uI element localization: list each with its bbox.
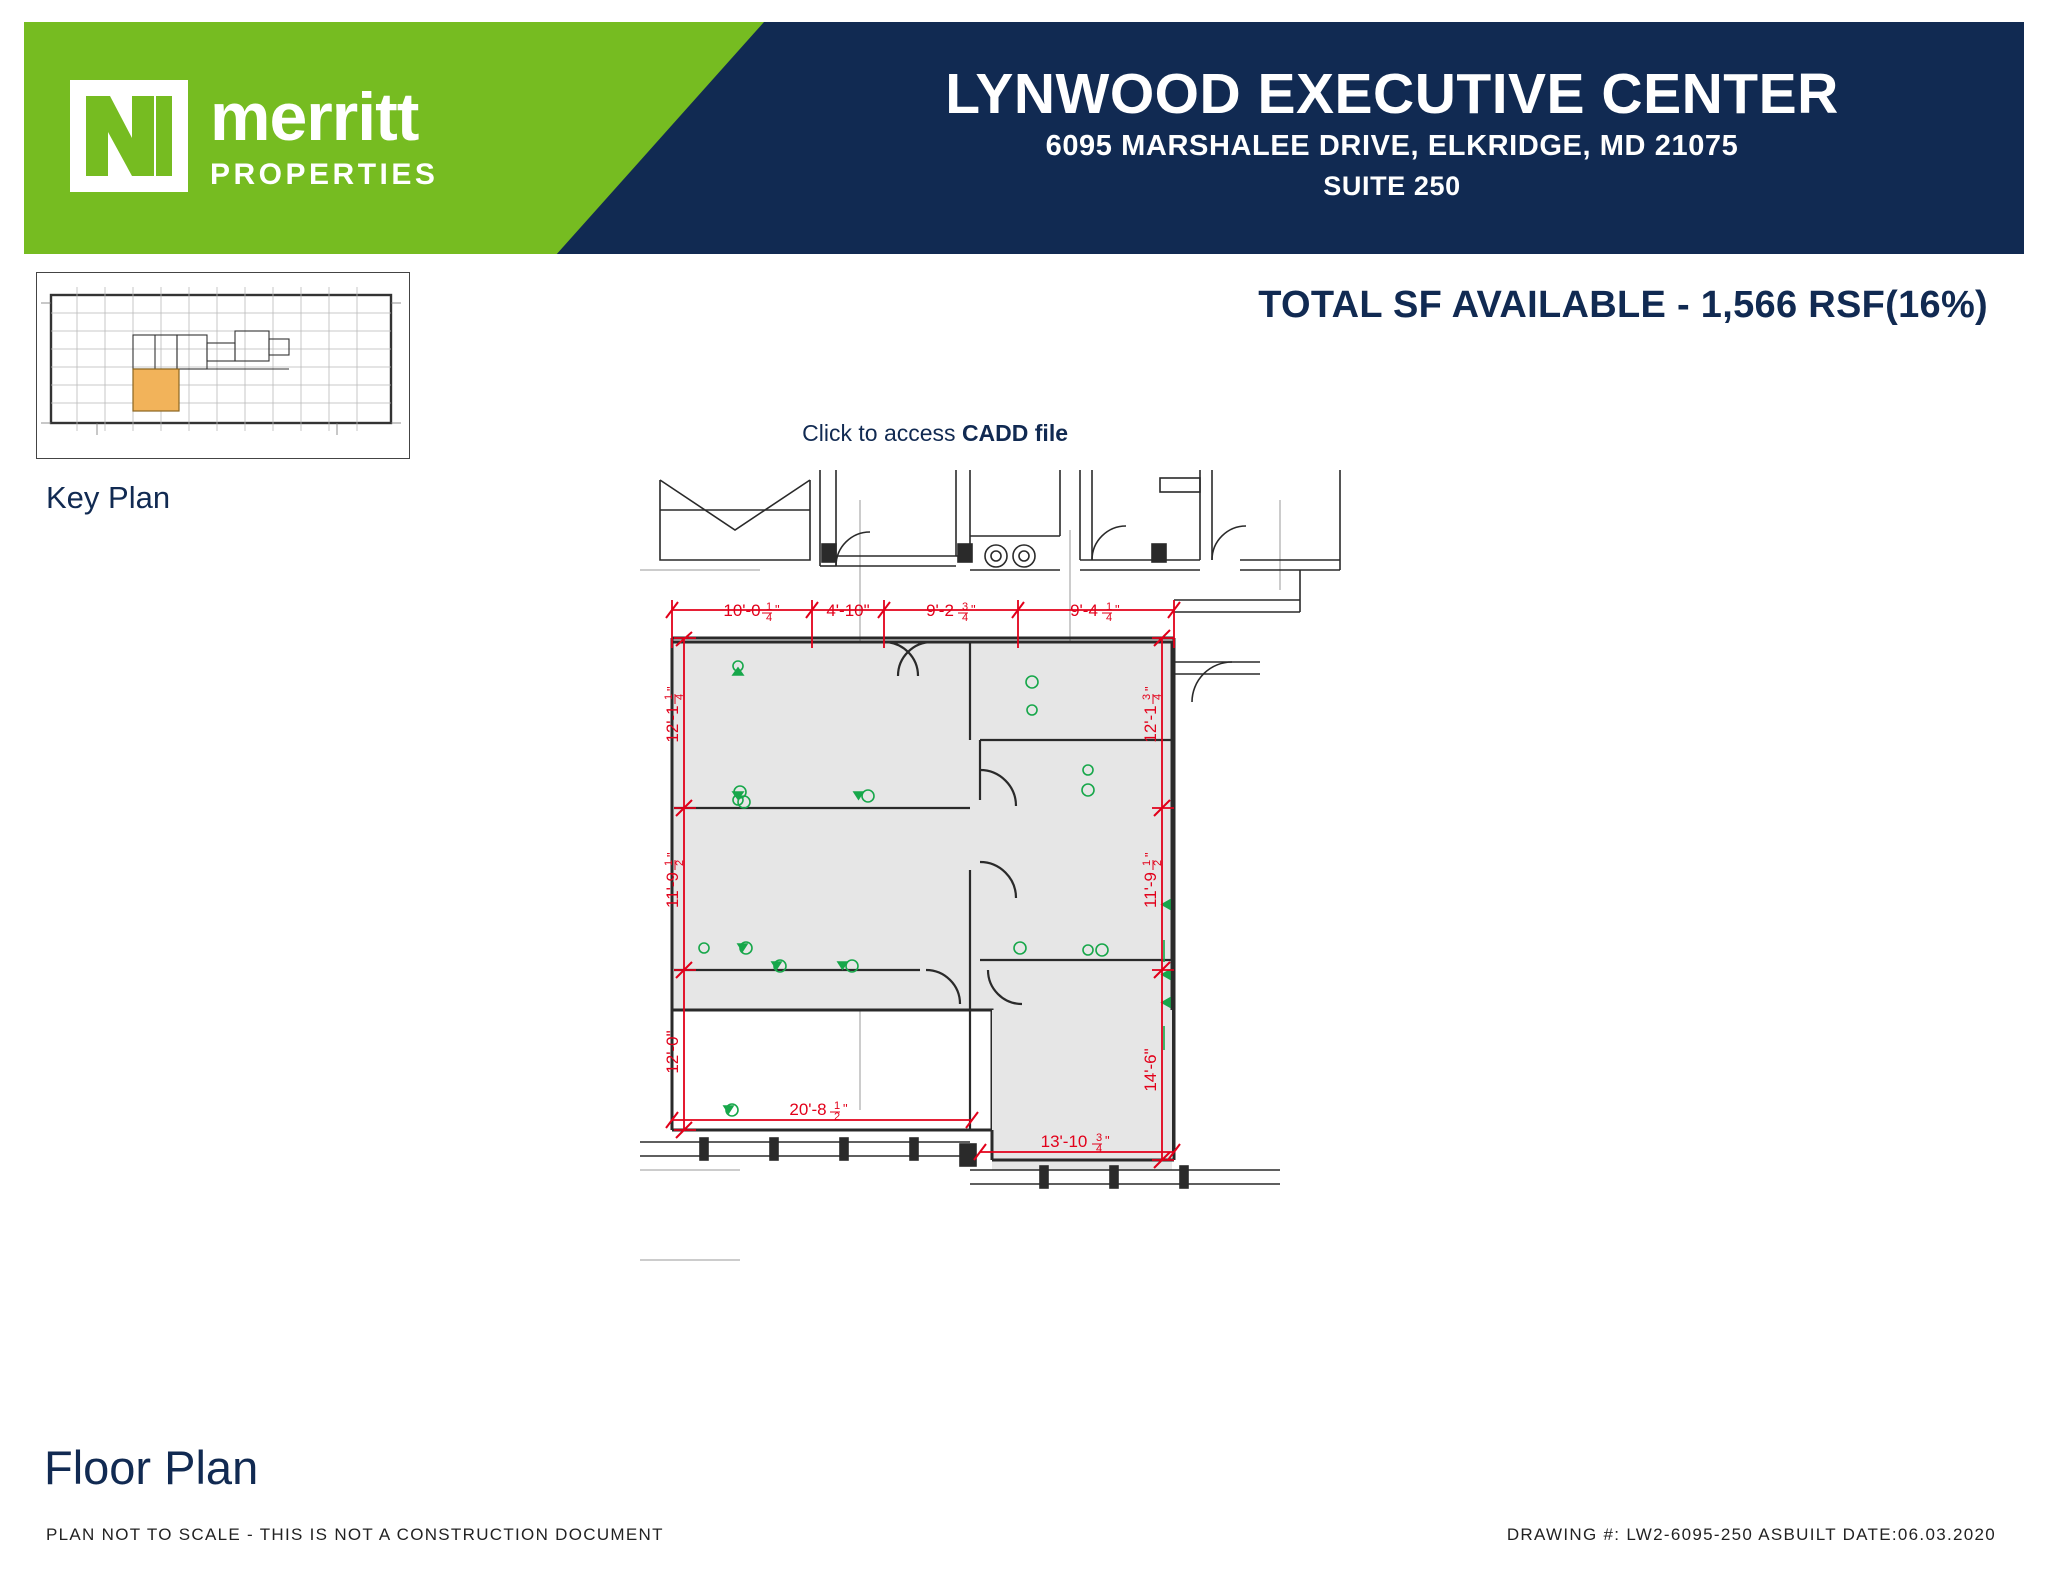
floor-plan-svg	[640, 470, 2030, 1400]
svg-text:": "	[664, 852, 679, 857]
key-plan-drawing	[37, 273, 407, 456]
svg-text:": "	[1142, 686, 1157, 691]
header-title-block	[784, 62, 2000, 202]
svg-text:4: 4	[1152, 693, 1164, 700]
svg-text:": "	[664, 686, 679, 691]
svg-text:1: 1	[663, 859, 675, 866]
merritt-logo-text	[210, 79, 439, 192]
drawing-date: 06.03.2020	[1897, 1525, 1996, 1544]
svg-text:4: 4	[674, 693, 686, 700]
svg-text:1: 1	[834, 1100, 841, 1112]
svg-text:": "	[1105, 1133, 1110, 1148]
svg-text:1: 1	[1106, 601, 1113, 613]
svg-text:2: 2	[674, 859, 686, 866]
dim-left-3	[663, 1030, 682, 1073]
svg-text:3: 3	[962, 601, 969, 613]
merritt-logo	[70, 80, 438, 192]
property-title: LYNWOOD EXECUTIVE CENTER	[945, 62, 1839, 126]
svg-text:12'-1: 12'-1	[663, 705, 682, 743]
svg-text:1: 1	[1141, 859, 1153, 866]
dim-top-1	[723, 601, 780, 624]
svg-text:12'-1: 12'-1	[1141, 705, 1160, 743]
svg-text:9'-2: 9'-2	[926, 601, 954, 620]
key-plan-label: Key Plan	[46, 480, 171, 515]
dim-top-2: 4'-10"	[826, 601, 870, 620]
dim-right-3	[1141, 1048, 1160, 1091]
svg-text:2: 2	[1152, 859, 1164, 866]
svg-text:10'-0: 10'-0	[723, 601, 761, 620]
svg-text:": "	[775, 602, 780, 617]
cadd-file-link[interactable]	[802, 420, 1068, 447]
dim-top-4	[1070, 601, 1120, 624]
svg-text:": "	[1115, 602, 1120, 617]
svg-text:4: 4	[1096, 1143, 1103, 1155]
floor-plan-title: Floor Plan	[44, 1441, 259, 1494]
svg-text:1: 1	[766, 601, 773, 613]
svg-text:4: 4	[1106, 612, 1113, 624]
page-header	[24, 22, 2024, 254]
svg-text:2: 2	[834, 1111, 841, 1123]
svg-text:11'-9: 11'-9	[663, 871, 682, 909]
svg-text:4: 4	[962, 612, 969, 624]
svg-text:": "	[1142, 852, 1157, 857]
footer-drawing-info	[1507, 1525, 1996, 1545]
svg-text:20'-8: 20'-8	[789, 1100, 827, 1119]
floor-plan-drawing	[640, 470, 2030, 1400]
svg-text:12'-0": 12'-0"	[663, 1030, 682, 1074]
svg-text:": "	[971, 602, 976, 617]
svg-text:4: 4	[766, 612, 773, 624]
svg-text:9'-4: 9'-4	[1070, 601, 1098, 620]
merritt-logo-icon	[70, 80, 188, 192]
logo-wordmark: merritt	[210, 79, 419, 155]
svg-text:13'-10: 13'-10	[1040, 1132, 1088, 1151]
logo-subtitle: PROPERTIES	[210, 158, 439, 191]
suite-outline	[672, 642, 1172, 1170]
svg-text:11'-9: 11'-9	[1141, 871, 1160, 909]
drawing-number: DRAWING #: LW2-6095-250 ASBUILT DATE:	[1506, 1525, 1898, 1544]
cadd-link-text[interactable]: CADD file	[961, 420, 1068, 446]
cadd-prefix-text: Click to access	[802, 420, 956, 446]
footer-disclaimer: PLAN NOT TO SCALE - THIS IS NOT A CONSTRUCTION DOCUMENT	[46, 1525, 664, 1544]
svg-text:3: 3	[1096, 1132, 1103, 1144]
key-plan-thumbnail	[36, 272, 410, 459]
property-address: 6095 MARSHALEE DRIVE, ELKRIDGE, MD 21075	[1045, 130, 1739, 162]
dim-top-3	[926, 601, 976, 624]
property-suite: SUITE 250	[1323, 171, 1461, 201]
svg-text:14'-6": 14'-6"	[1141, 1048, 1160, 1092]
svg-text:": "	[843, 1101, 848, 1116]
total-sf-available: TOTAL SF AVAILABLE - 1,566 RSF(16%)	[1258, 284, 1988, 326]
svg-text:1: 1	[663, 693, 675, 700]
svg-text:3: 3	[1141, 693, 1153, 700]
